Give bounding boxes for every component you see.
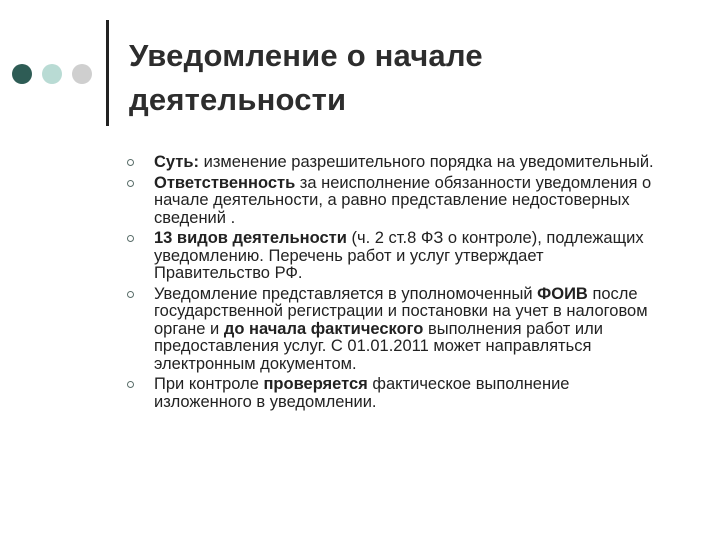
bullet-bold-text: Суть:: [154, 153, 200, 171]
bullet-item-inspection: [127, 376, 657, 411]
bullet-item-submission: [127, 286, 657, 374]
bullet-bold-text: Ответственность: [154, 173, 296, 192]
bullet-text: выполнения работ или предоставления услуг. С 01.01.2011 может направляться электронным документом.: [154, 319, 603, 373]
bullet-text: фактическое выполнение изложенного в уведомлении.: [154, 375, 570, 411]
bullet-item-responsibility: [127, 175, 657, 228]
bullet-bold-text: проверяется: [263, 375, 368, 393]
circle-bullet-icon: [127, 291, 134, 298]
dot-light: [42, 64, 62, 84]
slide-title-line-2: деятельности: [129, 82, 347, 117]
bullet-text: Уведомление представляется в уполномоченный: [154, 284, 538, 303]
bullet-bold-text: до начала фактического: [223, 319, 424, 338]
bullet-item-essence: [127, 154, 657, 172]
bullet-text: При контроле: [154, 375, 264, 393]
bullet-list: [127, 154, 657, 414]
title-divider: [106, 20, 109, 126]
slide-title-line-1: Уведомление о начале: [129, 38, 483, 73]
bullet-text: после государственной регистрации и постановки на учет в налоговом органе и: [154, 284, 648, 338]
slide-title: [129, 34, 689, 122]
bullet-text: за неисполнение обязанности уведомления о начале деятельности, а равно представление недостоверных сведений .: [154, 173, 652, 227]
circle-bullet-icon: [127, 235, 134, 242]
bullet-text: изменение разрешительного порядка на уведомительный.: [199, 153, 654, 171]
circle-bullet-icon: [127, 180, 134, 187]
bullet-text: (ч. 2 ст.8 ФЗ о контроле), подлежащих уведомлению. Перечень работ и услуг утверждает Правительство РФ.: [154, 229, 644, 282]
bullet-bold-text: ФОИВ: [537, 284, 588, 303]
decorative-dots: [12, 64, 96, 84]
circle-bullet-icon: [127, 381, 134, 388]
circle-bullet-icon: [127, 159, 134, 166]
dot-grey: [72, 64, 92, 84]
bullet-item-activity-types: [127, 230, 657, 283]
dot-dark: [12, 64, 32, 84]
bullet-bold-text: 13 видов деятельности: [154, 229, 347, 247]
